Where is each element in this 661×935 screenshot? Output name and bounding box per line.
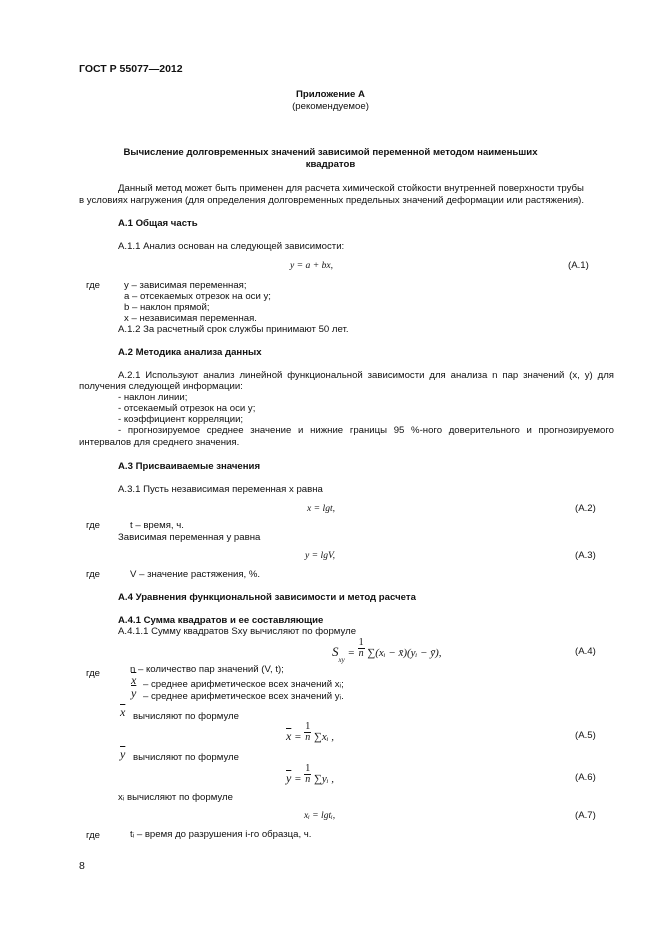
formula-a3-number: (А.3) — [575, 550, 596, 561]
def-v: V – значение растяжения, %. — [130, 569, 261, 580]
formula-a5-body: ∑xᵢ , — [314, 731, 334, 744]
ybar-symbol: $\overline{y}$ — [131, 686, 137, 700]
formula-a1-number: (А.1) — [568, 260, 589, 271]
formula-a4-frac-den: n — [358, 648, 364, 659]
formula-a6: $\overline{y}$ = $\frac{1}{n}$ ∑yᵢ , — [286, 763, 334, 786]
def-xbar: – среднее арифметическое всех значений xᵢ; — [143, 679, 344, 690]
section-a1-heading: А.1 Общая часть — [118, 218, 198, 229]
def-t: t – время, ч. — [130, 520, 184, 531]
main-title-line1: Вычисление долговременных значений зависимой переменной методом наименьших — [123, 147, 538, 158]
xi-paragraph: xᵢ вычисляют по формуле — [118, 792, 233, 803]
appendix-title: Приложение А — [296, 89, 365, 100]
where-label: где — [86, 280, 101, 291]
where-label: где — [86, 520, 101, 531]
def-n: n – количество пар значений (V, t); — [130, 664, 284, 675]
where-label: где — [86, 569, 101, 580]
def-y: y – зависимая переменная; — [124, 280, 247, 291]
ybar-symbol-2: $\overline{y}$ — [120, 747, 126, 761]
formula-a4-body: ∑(xᵢ − x̄)(yᵢ − ȳ), — [367, 647, 442, 660]
a2-item-intercept: - отсекаемый отрезок на оси y; — [118, 403, 256, 414]
def-b: b – наклон прямой; — [124, 302, 210, 313]
formula-a6-frac-den: n — [305, 774, 311, 785]
formula-a7-number: (А.7) — [575, 810, 596, 821]
section-a4-heading: А.4 Уравнения функциональной зависимости и метод расчета — [118, 592, 416, 603]
formula-a6-number: (А.6) — [575, 772, 596, 783]
formula-a4-subscript: xy — [338, 656, 345, 665]
intro-line1: Данный метод может быть применен для расчета химической стойкости внутренней поверхности трубы — [118, 183, 584, 194]
def-ybar: – среднее арифметическое всех значений yᵢ. — [143, 691, 344, 702]
formula-a5-lhs: $\overline{x}$ — [286, 729, 292, 744]
formula-a2-number: (А.2) — [575, 503, 596, 514]
where-label: где — [86, 668, 101, 679]
a41-paragraph: А.4.1.1 Сумму квадратов Sxy вычисляют по формуле — [118, 626, 357, 637]
formula-a5-frac-den: n — [305, 732, 311, 743]
section-a3-heading: А.3 Присваиваемые значения — [118, 461, 261, 472]
formula-a5: $\overline{x}$ = $\frac{1}{n}$ ∑xᵢ , — [286, 721, 334, 744]
a2-p1-line1: А.2.1 Используют анализ линейной функциональной зависимости для анализа n пар значений (x, y) для — [118, 370, 614, 381]
formula-a5-frac-num: 1 — [305, 721, 311, 732]
formula-a4-number: (А.4) — [575, 646, 596, 657]
document-id: ГОСТ Р 55077—2012 — [79, 63, 183, 75]
where-label: где — [86, 830, 101, 841]
formula-a6-frac-num: 1 — [305, 763, 311, 774]
a2-item-forecast-line2: интервалов для среднего значения. — [79, 437, 240, 448]
def-ti: tᵢ – время до разрушения i-го образца, ч. — [130, 829, 312, 840]
a3-paragraph2: Зависимая переменная y равна — [118, 532, 261, 543]
formula-a4-frac-num: 1 — [358, 637, 364, 648]
intro-line2: в условиях нагружения (для определения долговременных предельных значений деформации или растяжения). — [79, 195, 585, 206]
page-number: 8 — [79, 860, 85, 872]
def-a: a – отсекаемых отрезок на оси y; — [124, 291, 271, 302]
formula-a3: y = lgV, — [305, 550, 336, 561]
formula-a4-lhs: S — [332, 644, 339, 660]
formula-a6-lhs: $\overline{y}$ — [286, 771, 292, 786]
main-title-line2: квадратов — [305, 159, 356, 170]
section-a2-heading: А.2 Методика анализа данных — [118, 347, 262, 358]
formula-a6-body: ∑yᵢ , — [314, 773, 334, 786]
formula-a7: xᵢ = lgtᵢ, — [304, 810, 336, 821]
xbar-symbol: $\overline{x}$ — [131, 673, 137, 687]
a2-item-slope: - наклон линии; — [118, 392, 188, 403]
formula-a2: x = lgt, — [307, 503, 336, 514]
a3-paragraph1: А.3.1 Пусть независимая переменная x равна — [118, 484, 323, 495]
ybar-paragraph: вычисляют по формуле — [133, 752, 239, 763]
xbar-paragraph: вычисляют по формуле — [133, 711, 239, 722]
a2-p1-line2: получения следующей информации: — [79, 381, 243, 392]
section-a41-heading: А.4.1 Сумма квадратов и ее составляющие — [118, 615, 324, 626]
formula-a5-number: (А.5) — [575, 730, 596, 741]
def-x: x – независимая переменная. — [124, 313, 257, 324]
a1-paragraph2: А.1.2 За расчетный срок службы принимают 50 лет. — [118, 324, 349, 335]
formula-a4: $S_{xy}$ = $\frac{1}{n}$ ∑(xᵢ − x̄)(yᵢ − ȳ), — [332, 637, 442, 665]
a2-item-forecast-line1: - прогнозируемое среднее значение и нижние границы 95 %-ного доверительного и прогнозируемого — [118, 425, 614, 436]
appendix-status: (рекомендуемое) — [292, 101, 369, 112]
formula-a1: y = a + bx, — [290, 260, 334, 271]
a2-item-correlation: - коэффициент корреляции; — [118, 414, 244, 425]
xbar-symbol-2: $\overline{x}$ — [120, 705, 126, 719]
a1-paragraph1: А.1.1 Анализ основан на следующей зависимости: — [118, 241, 345, 252]
